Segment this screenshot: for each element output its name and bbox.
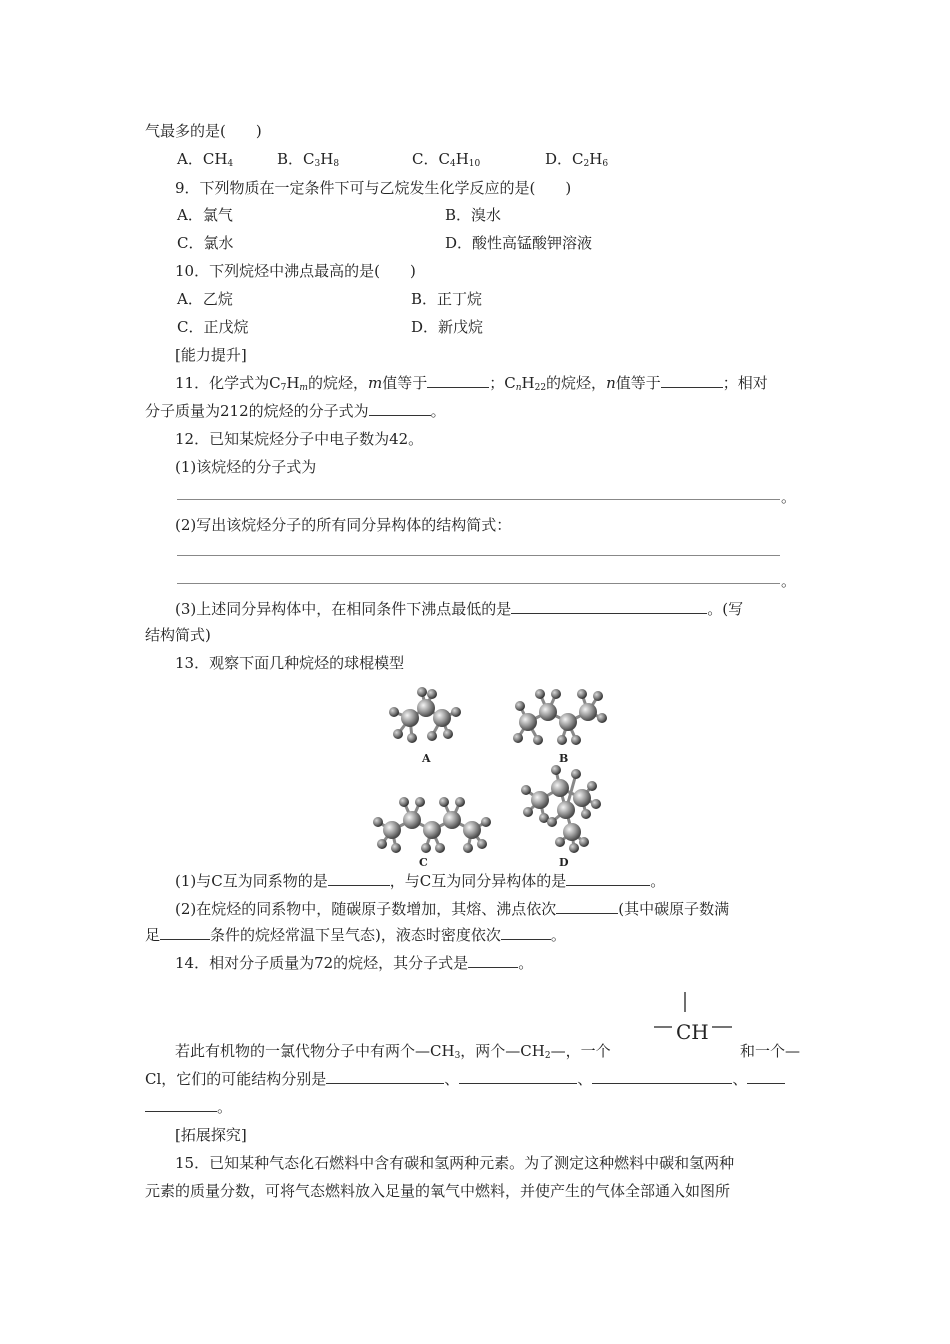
q13-sub2-d: 条件的烷烃常温下呈气态)，液态时密度依次 — [210, 926, 501, 944]
q13-sub2-e: 。 — [550, 926, 566, 944]
q13-blank-carbon[interactable] — [160, 925, 210, 940]
q8-option-b-c: C — [303, 150, 315, 168]
q13-sub2-text: (2)在烷烃的同系物中，随碳原子数增加，其熔、沸点依次 — [175, 900, 557, 918]
q14-sub-2: 2 — [544, 1051, 551, 1061]
q8-option-b — [277, 148, 339, 175]
q14-line2 — [145, 1068, 810, 1090]
q8-option-c — [412, 148, 480, 175]
q8-option-a-formula: CH — [202, 150, 228, 168]
ch-group-label: CH — [676, 1020, 709, 1044]
q11-blank-m[interactable] — [427, 373, 489, 388]
q8-option-c-letter: C． — [412, 150, 439, 168]
q8-option-d-sub2: 6 — [602, 159, 609, 169]
q8-option-c-sub2: 10 — [468, 159, 481, 169]
q11-text-e: 的烷烃， — [546, 374, 607, 392]
q8-option-d-sub1: 2 — [583, 159, 590, 169]
section-ability: [能力提升] — [175, 346, 247, 364]
q9-stem: 9．下列物质在一定条件下可与乙烷发生化学反应的是( ) — [175, 179, 572, 197]
q13-blank-density[interactable] — [501, 925, 551, 940]
q14-line2-a: Cl，它们的可能结构分别是 — [145, 1070, 327, 1088]
q14-blank-structure-4b[interactable] — [145, 1097, 217, 1112]
q11-sub-7: 7 — [280, 383, 287, 393]
q12-sub1: (1)该烷烃的分子式为 — [175, 458, 317, 476]
q13-blank-isomer[interactable] — [566, 871, 650, 886]
q11-text-f: 值等于 — [615, 374, 661, 392]
q10-option-b: B．正丁烷 — [411, 290, 483, 308]
q13-stem: 13．观察下面几种烷烃的球棍模型 — [175, 654, 405, 672]
q11-sub-22: 22 — [534, 383, 547, 393]
q13-sub2-tail: (其中碳原子数满 — [618, 900, 730, 918]
section-explore: [拓展探究] — [175, 1126, 247, 1144]
q8-option-c-c: C — [438, 150, 450, 168]
q9-option-d: D．酸性高锰酸钾溶液 — [445, 234, 593, 252]
q14-blank-formula[interactable] — [468, 953, 518, 968]
q8-option-d-h: H — [589, 150, 603, 168]
q8-option-d — [545, 148, 608, 175]
q14-sep-1: 、 — [444, 1070, 460, 1088]
q13-sub2-c: 足 — [145, 926, 161, 944]
q8-tail: 气最多的是( ) — [145, 122, 262, 140]
q9-option-a: A．氯气 — [177, 206, 233, 224]
q12-sub2: (2)写出该烷烃分子的所有同分异构体的结构简式： — [175, 516, 512, 534]
q8-option-b-h: H — [320, 150, 334, 168]
q12-stem: 12．已知某烷烃分子中电子数为42。 — [175, 430, 424, 448]
q11-blank-formula[interactable] — [369, 401, 431, 416]
q14-sep-3: 、 — [732, 1070, 748, 1088]
q14-line1-d: 和一个— — [740, 1042, 801, 1060]
q8-option-d-letter: D． — [545, 150, 573, 168]
q8-option-d-c: C — [572, 150, 584, 168]
q11-var-n: n — [606, 374, 616, 392]
q11-line2-text: 分子质量为212的烷烃的分子式为 — [145, 402, 369, 420]
q13-sub2 — [175, 898, 840, 920]
q14-stem — [175, 952, 840, 974]
q14-line3 — [145, 1096, 810, 1118]
q8-option-c-sub1: 4 — [449, 159, 456, 169]
q11-text-a: 11．化学式为C — [175, 374, 281, 392]
q12-blank-lowest[interactable] — [511, 599, 707, 614]
q13-sub1-mid: ，与C互为同分异构体的是 — [389, 872, 567, 890]
q8-option-b-sub2: 8 — [333, 159, 340, 169]
q8-option-b-sub1: 3 — [314, 159, 321, 169]
q11-sub-n: n — [515, 383, 522, 393]
q12-period-2: 。 — [781, 572, 797, 590]
q10-option-a: A．乙烷 — [177, 290, 233, 308]
q14-stem-end: 。 — [518, 954, 534, 972]
q12-answer-line-2[interactable] — [177, 555, 780, 556]
q9-option-b: B．溴水 — [445, 206, 502, 224]
q11-text-c: 值等于 — [382, 374, 428, 392]
q14-sep-2: 、 — [577, 1070, 593, 1088]
q11-text-h2: H — [521, 374, 535, 392]
model-label-a: A — [422, 752, 431, 765]
q13-sub1 — [175, 870, 840, 892]
q15-line2: 元素的质量分数，可将气态燃料放入足量的氧气中燃料，并使产生的气体全部通入如图所 — [145, 1182, 731, 1200]
q11-line2-period: 。 — [430, 402, 446, 420]
q8-option-a — [177, 148, 233, 175]
model-label-b: B — [559, 752, 569, 765]
model-label-d: D — [559, 856, 569, 869]
model-label-c: C — [419, 856, 428, 869]
q11-text-h: H — [286, 374, 300, 392]
q12-sub3-text: (3)上述同分异构体中，在相同条件下沸点最低的是 — [175, 600, 512, 618]
q14-blank-structure-1[interactable] — [326, 1069, 444, 1084]
q11-text-g: ；相对 — [722, 374, 768, 392]
q12-sub3-cont: 结构简式) — [145, 626, 211, 644]
q12-answer-line-3[interactable] — [177, 583, 780, 584]
ball-stick-models — [370, 682, 630, 872]
q8-option-b-letter: B． — [277, 150, 304, 168]
q11-blank-n[interactable] — [661, 373, 723, 388]
q14-sub-3: 3 — [454, 1051, 461, 1061]
q13-sub1-text: (1)与C互为同系物的是 — [175, 872, 328, 890]
q11-sub-m: m — [299, 383, 308, 393]
q11-text-d: ；C — [489, 374, 516, 392]
q14-blank-structure-2[interactable] — [459, 1069, 577, 1084]
q8-option-c-h: H — [455, 150, 469, 168]
q12-sub3 — [175, 598, 840, 620]
q10-stem: 10．下列烷烃中沸点最高的是( ) — [175, 262, 416, 280]
q14-end: 。 — [217, 1098, 233, 1116]
q14-line1-a: 若此有机物的一氯代物分子中有两个—CH — [175, 1042, 455, 1060]
q12-period-1: 。 — [781, 488, 797, 506]
q10-option-d: D．新戊烷 — [411, 318, 484, 336]
q12-answer-line-1[interactable] — [177, 499, 780, 500]
q14-stem-text: 14．相对分子质量为72的烷烃，其分子式是 — [175, 954, 469, 972]
q11-line2 — [145, 400, 810, 422]
q15-line1: 15．已知某种气态化石燃料中含有碳和氢两种元素。为了测定这种燃料中碳和氢两种 — [175, 1154, 735, 1172]
q14-line1-c: —，一个 — [550, 1042, 611, 1060]
q11-line1 — [175, 372, 840, 399]
q13-blank-trend[interactable] — [556, 899, 618, 914]
q13-sub1-end: 。 — [650, 872, 666, 890]
q11-var-m: m — [367, 374, 383, 392]
q10-option-c: C．正戊烷 — [177, 318, 249, 336]
q9-option-c: C．氯水 — [177, 234, 234, 252]
q14-blank-structure-3[interactable] — [592, 1069, 732, 1084]
q14-line1-b: ，两个—CH — [460, 1042, 545, 1060]
q11-text-b: 的烷烃， — [307, 374, 368, 392]
q8-option-a-letter: A． — [177, 150, 203, 168]
q13-blank-homolog[interactable] — [328, 871, 390, 886]
q14-blank-structure-4a[interactable] — [747, 1069, 785, 1084]
q12-sub3-tail: 。(写 — [707, 600, 744, 618]
q8-option-a-sub: 4 — [227, 159, 234, 169]
q13-sub2-cont — [145, 924, 810, 946]
